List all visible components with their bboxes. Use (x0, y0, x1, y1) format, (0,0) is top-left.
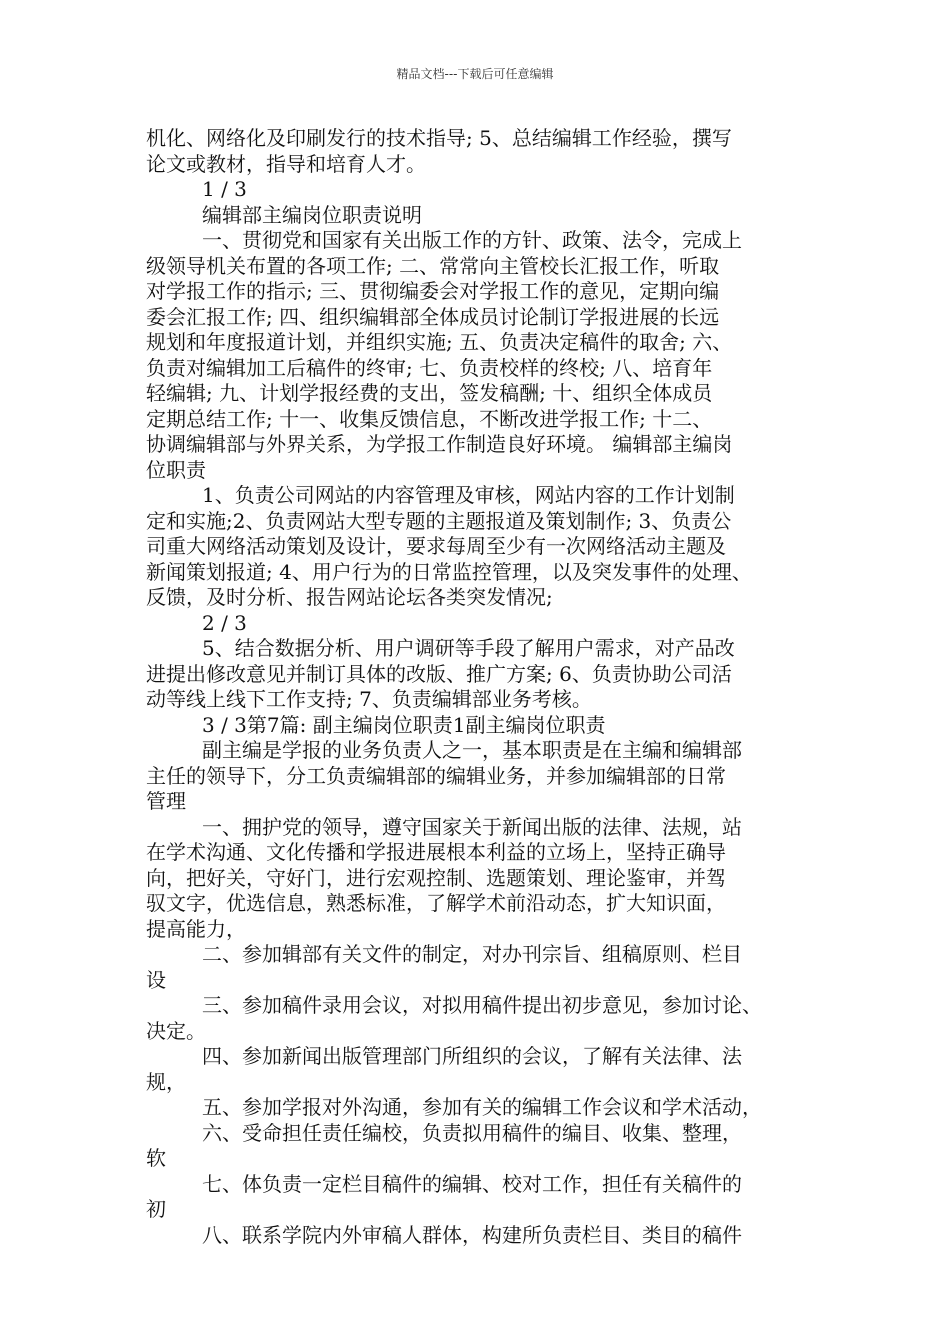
text-line: 软 (146, 1146, 166, 1170)
text-line: 初 (146, 1197, 166, 1221)
text-line: 四、参加新闻出版管理部门所组织的会议，了解有关法律、法 (202, 1044, 742, 1068)
text-line: 六、受命担任责任编校，负责拟用稿件的编目、收集、整理， (202, 1120, 742, 1145)
text-line: 提高能力， (146, 916, 246, 941)
text-line: 论文或教材，指导和培育人才。 (146, 151, 426, 176)
text-line: 轻编辑; 九、计划学报经费的支出，签发稿酬; 十、组织全体成员 (146, 381, 713, 405)
text-line: 对学报工作的指示; 三、贯彻编委会对学报工作的意见，定期向编 (146, 279, 720, 303)
text-line: 级领导机关布置的各项工作; 二、常常向主管校长汇报工作，听取 (146, 253, 720, 278)
text-line: 5、结合数据分析、用户调研等手段了解用户需求，对产品改 (202, 636, 735, 660)
text-line: 编辑部主编岗位职责说明 (202, 202, 422, 227)
text-line: 3 / 3第7篇: 副主编岗位职责1副主编岗位职责 (202, 712, 606, 737)
text-line: 负责对编辑加工后稿件的终审; 七、负责校样的终校; 八、培育年 (146, 355, 713, 380)
text-line: 2 / 3 (202, 610, 247, 635)
text-line: 一、拥护党的领导，遵守国家关于新闻出版的法律、法规，站 (202, 814, 742, 839)
text-line: 主任的领导下，分工负责编辑部的编辑业务，并参加编辑部的日常 (146, 763, 726, 788)
text-line: 动等线上线下工作支持; 7、负责编辑部业务考核。 (146, 687, 592, 711)
text-line: 五、参加学报对外沟通，参加有关的编辑工作会议和学术活动， (202, 1095, 762, 1119)
text-line: 机化、网络化及印刷发行的技术指导; 5、总结编辑工作经验，撰写 (146, 126, 732, 150)
text-line: 七、体负责一定栏目稿件的编辑、校对工作，担任有关稿件的 (202, 1171, 742, 1196)
text-line: 在学术沟通、文化传播和学报进展根本利益的立场上，坚持正确导 (146, 840, 726, 864)
text-line: 1、负责公司网站的内容管理及审核，网站内容的工作计划制 (202, 483, 735, 507)
text-line: 设 (146, 967, 166, 992)
text-line: 定期总结工作; 十一、收集反馈信息，不断改进学报工作; 十二、 (146, 406, 713, 431)
text-line: 位职责 (146, 457, 206, 482)
text-line: 副主编是学报的业务负责人之一，基本职责是在主编和编辑部 (202, 738, 742, 762)
text-line: 二、参加辑部有关文件的制定，对办刊宗旨、组稿原则、栏目 (202, 942, 742, 966)
text-line: 三、参加稿件录用会议，对拟用稿件提出初步意见，参加讨论、 (202, 993, 762, 1017)
text-line: 向，把好关，守好门，进行宏观控制、选题策划、理论鉴审，并驾 (146, 865, 726, 890)
text-line: 一、贯彻党和国家有关出版工作的方针、政策、法令，完成上 (202, 228, 742, 252)
document-body (146, 126, 822, 1248)
text-line: 驭文字，优选信息，熟悉标准，了解学术前沿动态，扩大知识面， (146, 891, 726, 915)
text-line: 协调编辑部与外界关系，为学报工作制造良好环境。 编辑部主编岗 (146, 432, 733, 456)
text-line: 规划和年度报道计划，并组织实施; 五、负责决定稿件的取舍; 六、 (146, 330, 733, 354)
text-line: 新闻策划报道; 4、用户行为的日常监控管理，以及突发事件的处理、 (146, 559, 752, 584)
text-line: 1 / 3 (202, 177, 247, 201)
text-line: 反馈，及时分析、报告网站论坛各类突发情况; (146, 585, 553, 609)
text-line: 八、联系学院内外审稿人群体，构建所负责栏目、类目的稿件 (202, 1222, 742, 1247)
text-line: 管理 (146, 789, 186, 813)
text-line: 进提出修改意见并制订具体的改版、推广方案; 6、负责协助公司活 (146, 661, 732, 686)
text-line: 司重大网络活动策划及设计，要求每周至少有一次网络活动主题及 (146, 534, 726, 558)
text-line: 定和实施;2、负责网站大型专题的主题报道及策划制作; 3、负责公 (146, 508, 732, 533)
page-header: 精品文档---下载后可任意编辑 (396, 67, 554, 81)
text-line: 规， (146, 1069, 186, 1094)
text-line: 委会汇报工作; 四、组织编辑部全体成员讨论制订学报进展的长远 (146, 304, 720, 329)
text-line: 决定。 (146, 1018, 206, 1043)
